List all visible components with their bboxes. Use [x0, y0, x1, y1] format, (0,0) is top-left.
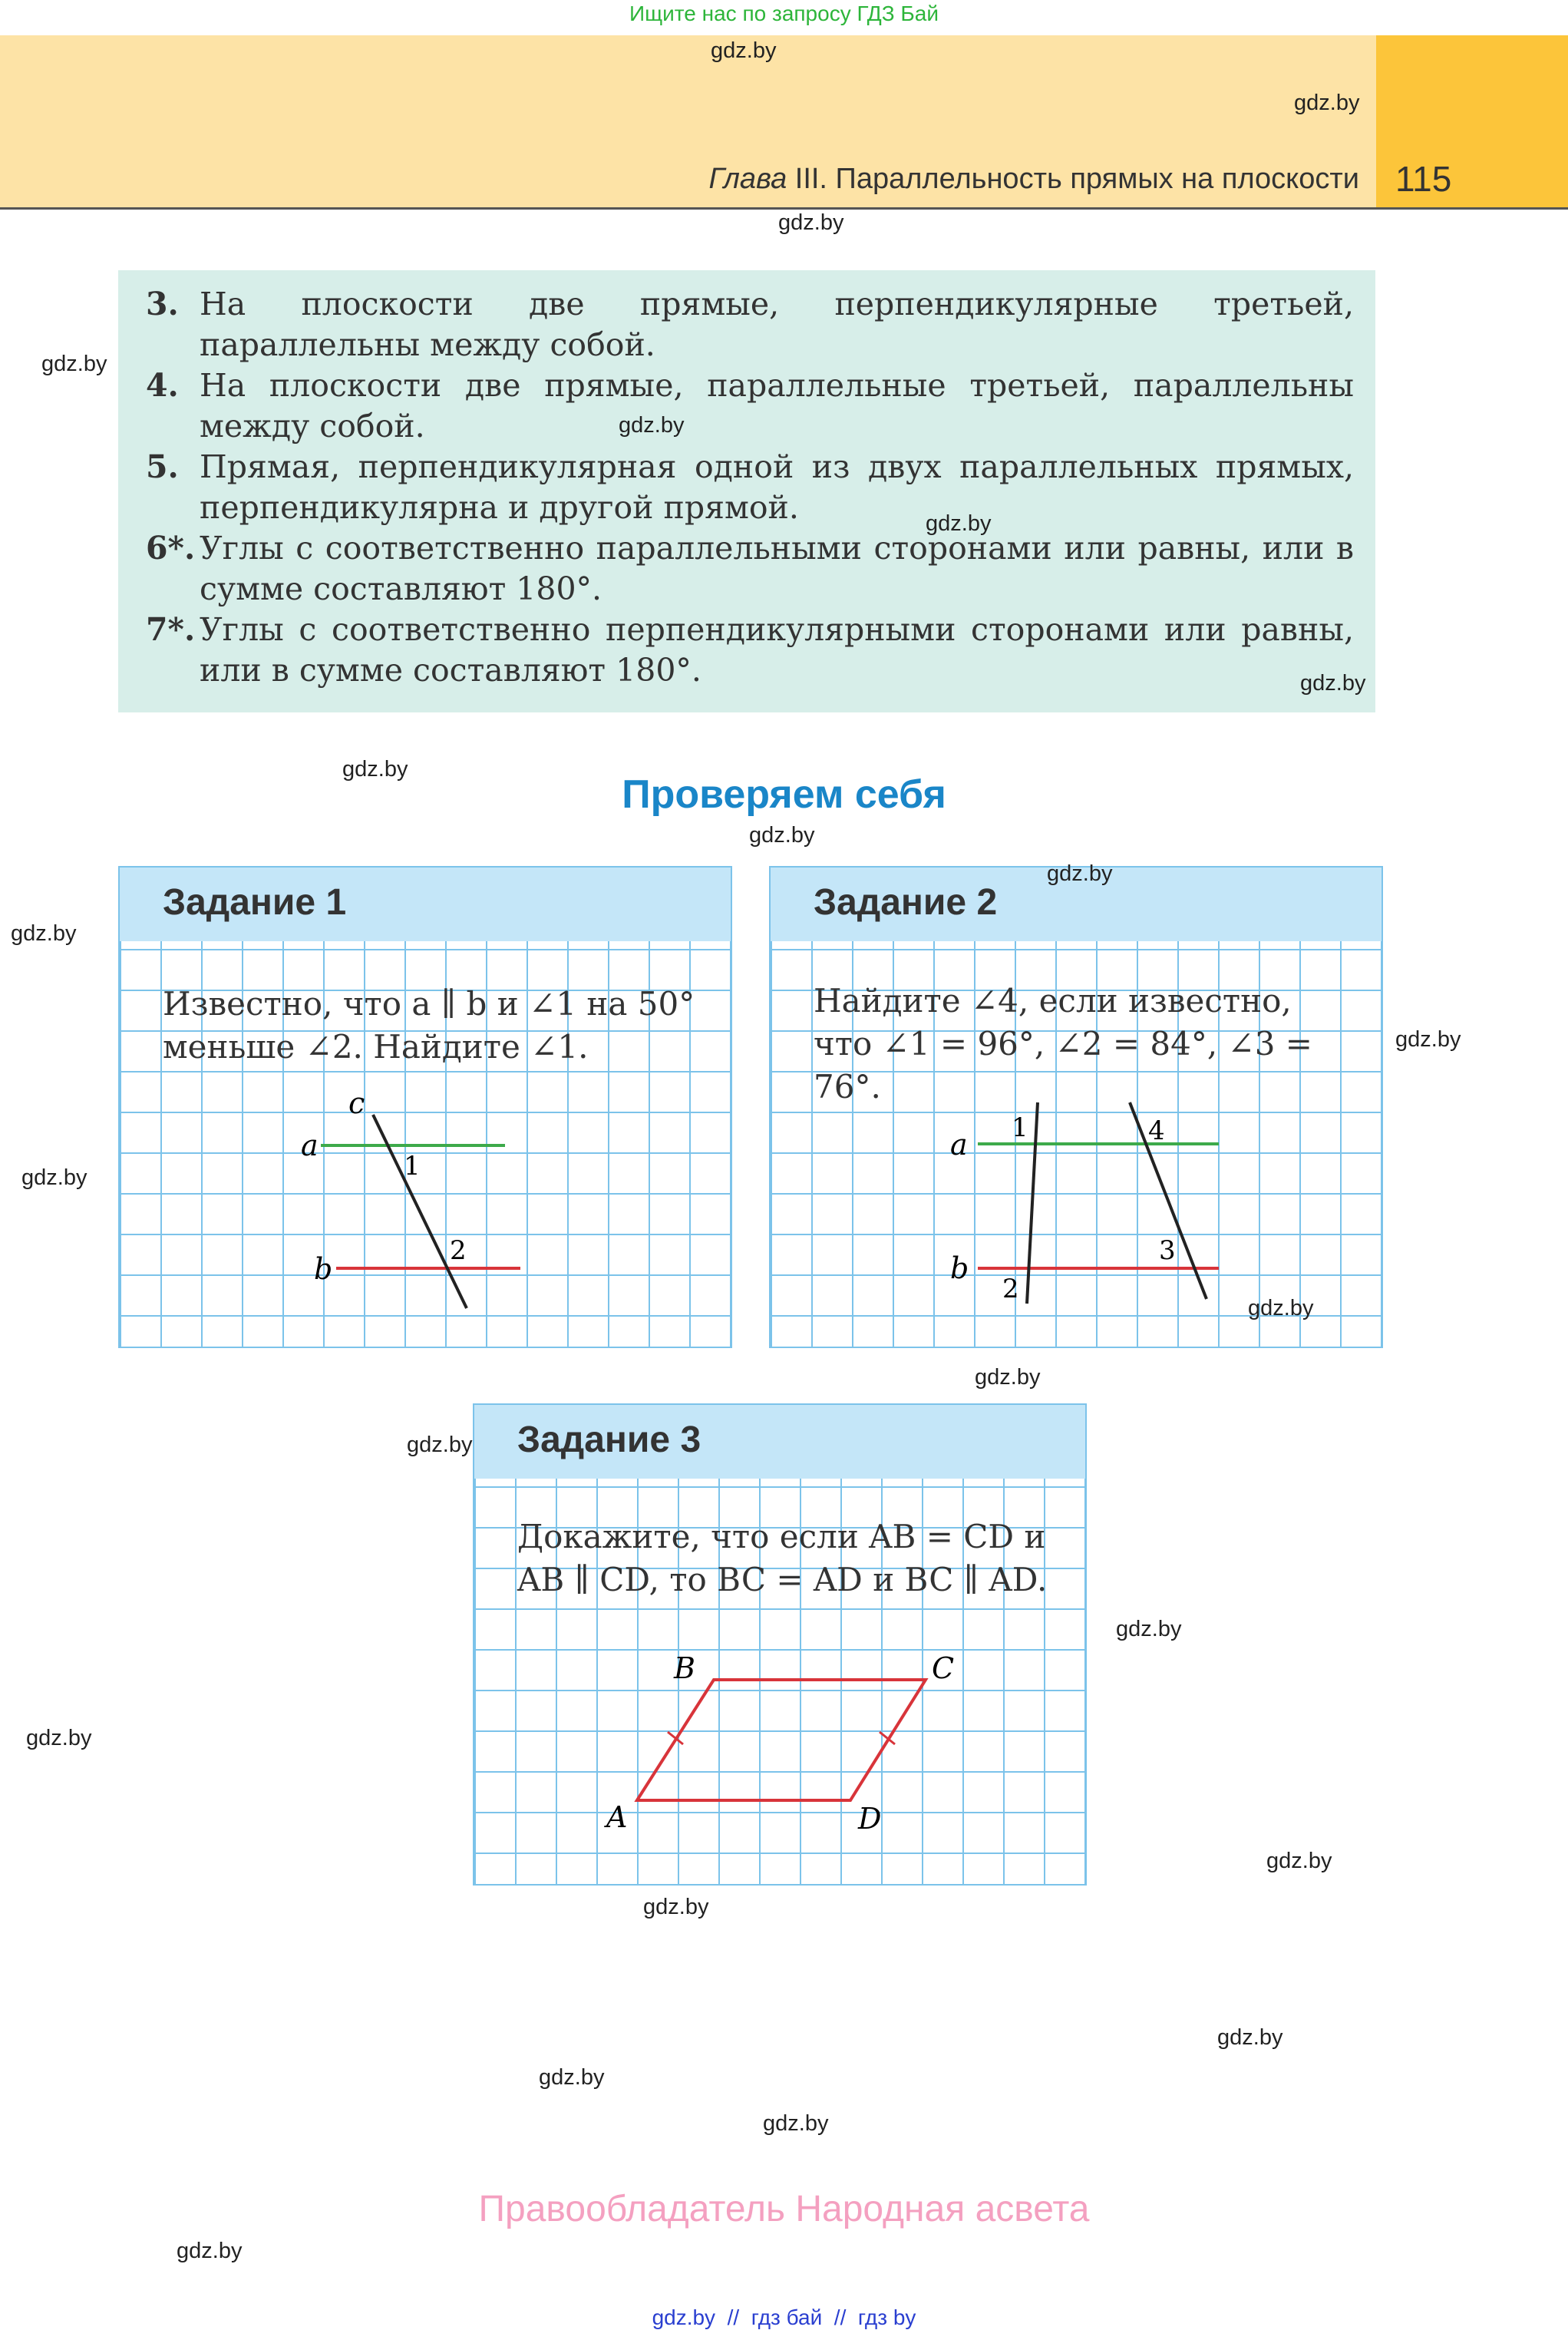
watermark: gdz.by: [1395, 1027, 1461, 1052]
watermark: gdz.by: [1217, 2025, 1283, 2050]
property-number: 3.: [146, 286, 179, 322]
watermark: gdz.by: [1266, 1849, 1332, 1873]
watermark: gdz.by: [26, 1726, 92, 1750]
watermark: gdz.by: [342, 757, 408, 782]
angle-label-4: 4: [1148, 1115, 1165, 1146]
transversal-left: [1027, 1102, 1038, 1304]
property-number: 5.: [146, 448, 179, 485]
chapter-title-italic: Глава: [708, 163, 787, 195]
task-card-2: [769, 866, 1383, 1348]
property-item: [146, 284, 1354, 365]
watermark: gdz.by: [539, 2065, 605, 2090]
label-b: b: [950, 1251, 969, 1285]
task-title: Задание 2: [814, 882, 998, 923]
angle-label-3: 3: [1159, 1235, 1176, 1266]
watermark: gdz.by: [1300, 671, 1366, 696]
watermark: gdz.by: [1248, 1296, 1314, 1320]
angle-label-1: 1: [1012, 1112, 1028, 1143]
watermark: gdz.by: [711, 38, 777, 63]
chapter-title-rest: III. Параллельность прямых на плоскости: [787, 163, 1359, 195]
property-number: 7*.: [146, 611, 196, 648]
angle-label-2: 2: [1002, 1274, 1019, 1304]
watermark: gdz.by: [763, 2111, 829, 2136]
task-text: Докажите, что если AB = CD и AB ∥ CD, то BC = AD и BC ∥ AD.: [517, 1518, 1048, 1598]
page-number: 115: [1395, 159, 1452, 199]
copyright-notice: Правообладатель Народная асвета: [478, 2189, 1090, 2229]
watermark: gdz.by: [1294, 91, 1360, 115]
properties-box: [118, 270, 1375, 712]
watermark: gdz.by: [749, 823, 815, 848]
watermark: gdz.by: [778, 210, 844, 235]
label-a: a: [301, 1129, 319, 1162]
property-text: Прямая, перпендикулярная одной из двух параллельных прямых, перпендикулярна и другой прямой.: [200, 448, 1354, 526]
vertex-label-c: C: [932, 1651, 955, 1685]
task-title: Задание 1: [163, 882, 347, 923]
watermark: gdz.by: [619, 413, 685, 438]
vertex-label-d: D: [858, 1802, 882, 1836]
chapter-title: [709, 163, 1360, 196]
task-text: Найдите ∠4, если известно, что ∠1 = 96°, ∠2 = 84°, ∠3 = 76°.: [814, 982, 1312, 1106]
task-card-1: [118, 866, 732, 1348]
task-text: Известно, что a ∥ b и ∠1 на 50° меньше ∠2. Найдите ∠1.: [163, 985, 695, 1066]
watermark: gdz.by: [407, 1433, 473, 1457]
task-2-diagram: [771, 868, 1381, 1347]
task-1-diagram: [120, 868, 731, 1347]
task-card-3: [473, 1403, 1087, 1886]
watermark: gdz.by: [1116, 1617, 1182, 1641]
watermark: gdz.by: [177, 2239, 243, 2263]
label-b: b: [314, 1252, 333, 1286]
property-text: Углы с соответственно перпендикулярными сторонами или равны, или в сумме составляют 180°.: [200, 611, 1354, 689]
top-banner-link[interactable]: Ищите нас по запросу ГДЗ Бай: [629, 2, 939, 25]
watermark: gdz.by: [643, 1895, 709, 1919]
property-item: [146, 528, 1354, 610]
task-title: Задание 3: [517, 1420, 701, 1460]
property-text: На плоскости две прямые, перпендикулярные третьей, параллельны между собой.: [200, 286, 1354, 363]
watermark: gdz.by: [21, 1165, 87, 1190]
parallelogram-abcd: [637, 1680, 926, 1800]
watermark: gdz.by: [1047, 861, 1113, 886]
vertex-label-a: A: [606, 1800, 628, 1834]
task-3-diagram: [474, 1405, 1085, 1884]
watermark: gdz.by: [975, 1365, 1041, 1390]
property-text: Углы с соответственно параллельными сторонами или равны, или в сумме составляют 180°.: [200, 530, 1354, 607]
watermark: gdz.by: [11, 921, 77, 946]
label-a: a: [950, 1128, 968, 1162]
property-text: На плоскости две прямые, параллельные третьей, параллельны между собой.: [200, 367, 1354, 445]
watermark: gdz.by: [926, 511, 992, 536]
footer-links[interactable]: gdz.by // гдз бай // гдз by: [652, 2305, 916, 2329]
header-divider: [0, 207, 1568, 210]
property-item: [146, 365, 1354, 447]
property-item: [146, 447, 1354, 528]
watermark: gdz.by: [41, 352, 107, 376]
label-c: c: [348, 1086, 365, 1120]
property-item: [146, 610, 1354, 691]
section-title: Проверяем себя: [622, 772, 946, 817]
transversal-c: [373, 1115, 467, 1308]
angle-label-2: 2: [450, 1235, 467, 1266]
property-number: 4.: [146, 367, 179, 404]
vertex-label-b: B: [674, 1651, 695, 1685]
property-number: 6*.: [146, 530, 196, 567]
angle-label-1: 1: [404, 1151, 421, 1182]
